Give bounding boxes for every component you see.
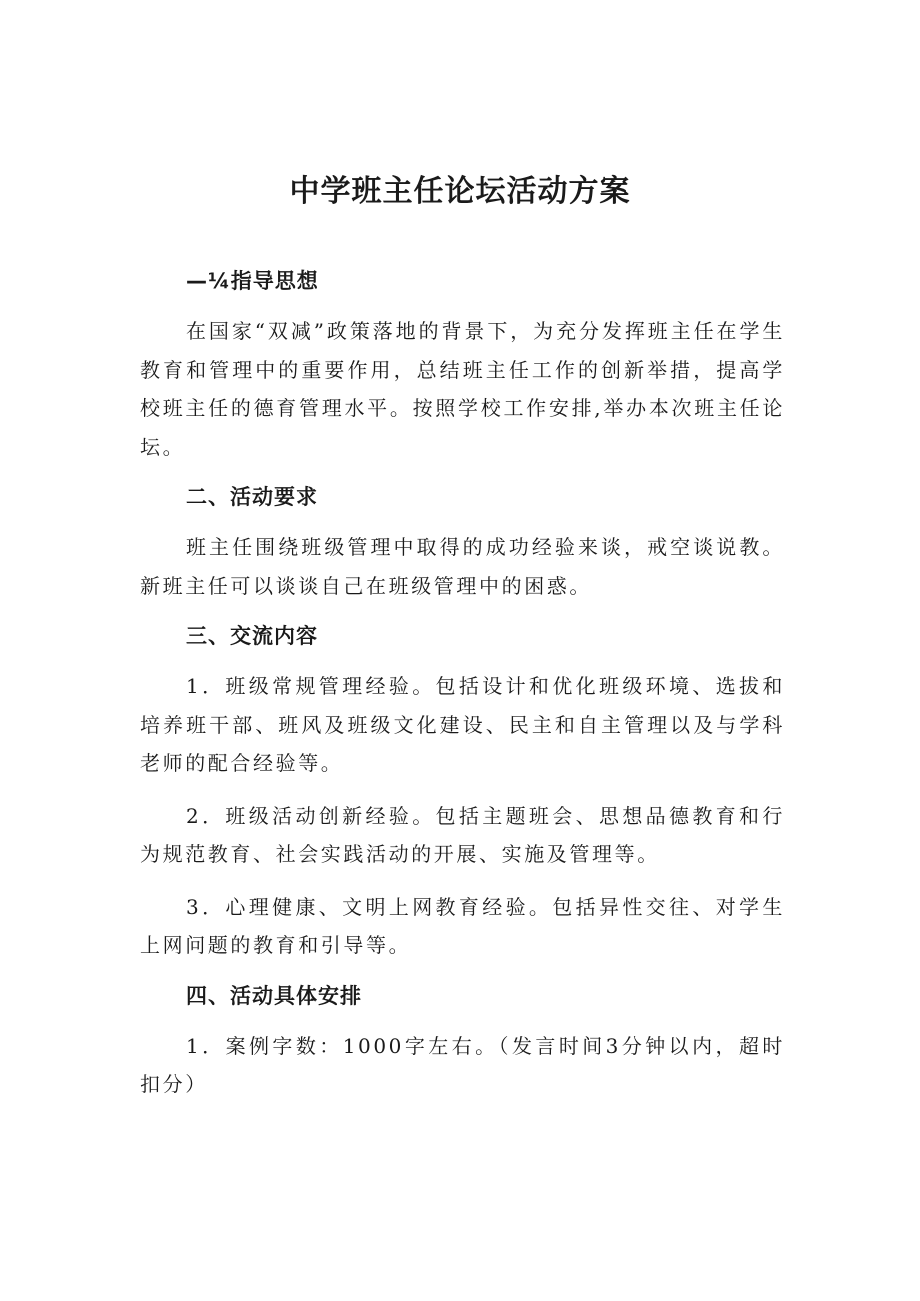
section-activity-arrangement bbox=[140, 977, 785, 1104]
section-heading: 三、交流内容 bbox=[186, 624, 318, 648]
section-paragraph: 1．班级常规管理经验。包括设计和优化班级环境、选拔和培养班干部、班风及班级文化建设、民主和自主管理以及与学科老师的配合经验等。 bbox=[140, 674, 785, 775]
document-body bbox=[140, 262, 785, 1104]
section-paragraph: 2．班级活动创新经验。包括主题班会、思想品德教育和行为规范教育、社会实践活动的开展、实施及管理等。 bbox=[140, 803, 785, 866]
section-paragraph: 1．案例字数：1000字左右。（发言时间3分钟以内，超时扣分） bbox=[140, 1033, 785, 1096]
section-exchange-content bbox=[140, 617, 785, 965]
section-heading: 四、活动具体安排 bbox=[186, 983, 362, 1008]
section-guiding-ideology bbox=[140, 262, 785, 466]
section-heading: 二、活动要求 bbox=[186, 485, 318, 509]
section-paragraph: 3．心理健康、文明上网教育经验。包括异性交往、对学生上网问题的教育和引导等。 bbox=[140, 894, 785, 957]
document-title: 中学班主任论坛活动方案 bbox=[289, 174, 631, 209]
section-heading: —¼指导思想 bbox=[186, 269, 319, 293]
section-paragraph: 在国家“双减”政策落地的背景下，为充分发挥班主任在学生教育和管理中的重要作用，总结班主任工作的创新举措，提高学校班主任的德育管理水平。按照学校工作安排,举办本次班主任论坛。 bbox=[140, 319, 785, 459]
section-paragraph: 班主任围绕班级管理中取得的成功经验来谈，戒空谈说教。新班主任可以谈谈自己在班级管理中的困惑。 bbox=[140, 535, 785, 598]
section-activity-requirements bbox=[140, 478, 785, 605]
